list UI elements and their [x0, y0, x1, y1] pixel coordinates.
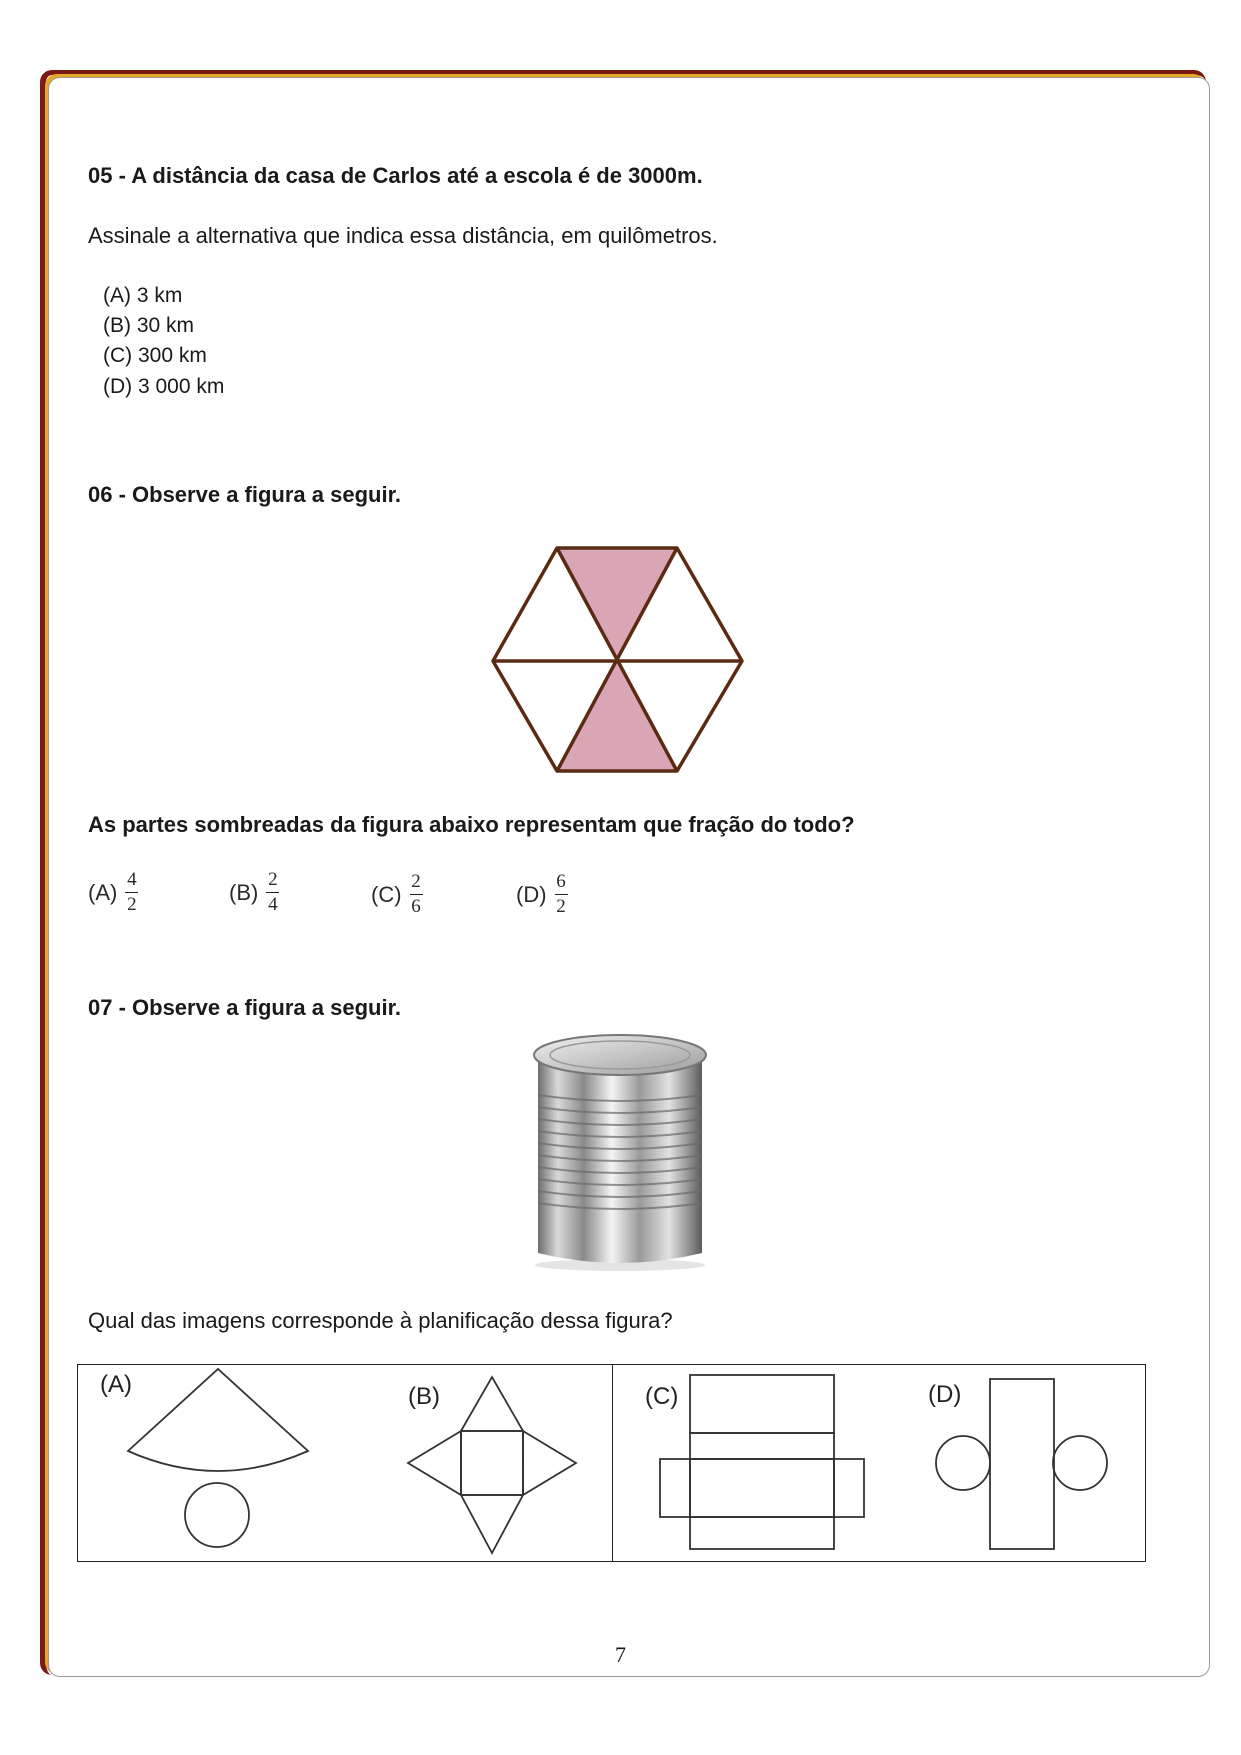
- net-d-cylinder: [936, 1379, 1107, 1549]
- fraction-bar: [125, 892, 138, 893]
- net-b-label: (B): [408, 1383, 440, 1410]
- q06-option-b-fraction: [266, 870, 279, 915]
- q06-option-a-fraction: [125, 870, 138, 915]
- q05-prompt: Assinale a alternativa que indica essa distância, em quilômetros.: [88, 223, 718, 248]
- net-a-label: (A): [100, 1371, 132, 1398]
- q06-option-b-label: (B): [229, 879, 259, 905]
- net-a-cone: [128, 1369, 308, 1547]
- fraction-bar: [266, 892, 279, 893]
- q06-option-b: [229, 870, 279, 915]
- page-number: 7: [615, 1642, 626, 1667]
- fraction-numerator: 6: [556, 871, 566, 892]
- nets-drawings: [78, 1365, 1145, 1561]
- fraction-denominator: 6: [411, 896, 421, 917]
- hexagon-figure: [485, 540, 755, 775]
- fraction-numerator: 2: [411, 871, 421, 892]
- q06-question: As partes sombreadas da figura abaixo representam que fração do todo?: [88, 812, 855, 837]
- q06-option-c: [371, 872, 423, 917]
- q06-option-d: [516, 872, 568, 917]
- q06-option-a-label: (A): [88, 879, 118, 905]
- q05-title: 05 - A distância da casa de Carlos até a escola é de 3000m.: [88, 163, 703, 188]
- q07-title: 07 - Observe a figura a seguir.: [88, 995, 402, 1020]
- tin-can-icon: [520, 1025, 720, 1275]
- shaded-triangle-top: [557, 548, 677, 661]
- net-c-label: (C): [645, 1383, 679, 1410]
- q05-option-a: (A) 3 km: [103, 284, 183, 307]
- q05-option-d: (D) 3 000 km: [103, 375, 225, 398]
- q06-option-a: [88, 870, 138, 915]
- q05-option-b: (B) 30 km: [103, 314, 195, 337]
- nets-answer-box: [77, 1364, 1146, 1562]
- fraction-bar: [410, 894, 423, 895]
- q06-option-c-fraction: [410, 872, 423, 917]
- fraction-denominator: 2: [556, 896, 566, 917]
- fraction-denominator: 4: [268, 894, 278, 915]
- q06-option-d-fraction: [555, 872, 568, 917]
- net-d-label: (D): [928, 1381, 962, 1408]
- net-b-pyramid: [408, 1377, 576, 1553]
- q06-title: 06 - Observe a figura a seguir.: [88, 482, 402, 507]
- fraction-numerator: 4: [127, 869, 137, 890]
- fraction-denominator: 2: [127, 894, 137, 915]
- q05-option-c: (C) 300 km: [103, 344, 207, 367]
- fraction-numerator: 2: [268, 869, 278, 890]
- net-c-prism: [660, 1375, 864, 1549]
- q06-option-c-label: (C): [371, 881, 402, 907]
- q06-option-d-label: (D): [516, 881, 547, 907]
- q07-question: Qual das imagens corresponde à planificação dessa figura?: [88, 1308, 673, 1333]
- shaded-triangle-bottom: [557, 661, 677, 771]
- fraction-bar: [555, 894, 568, 895]
